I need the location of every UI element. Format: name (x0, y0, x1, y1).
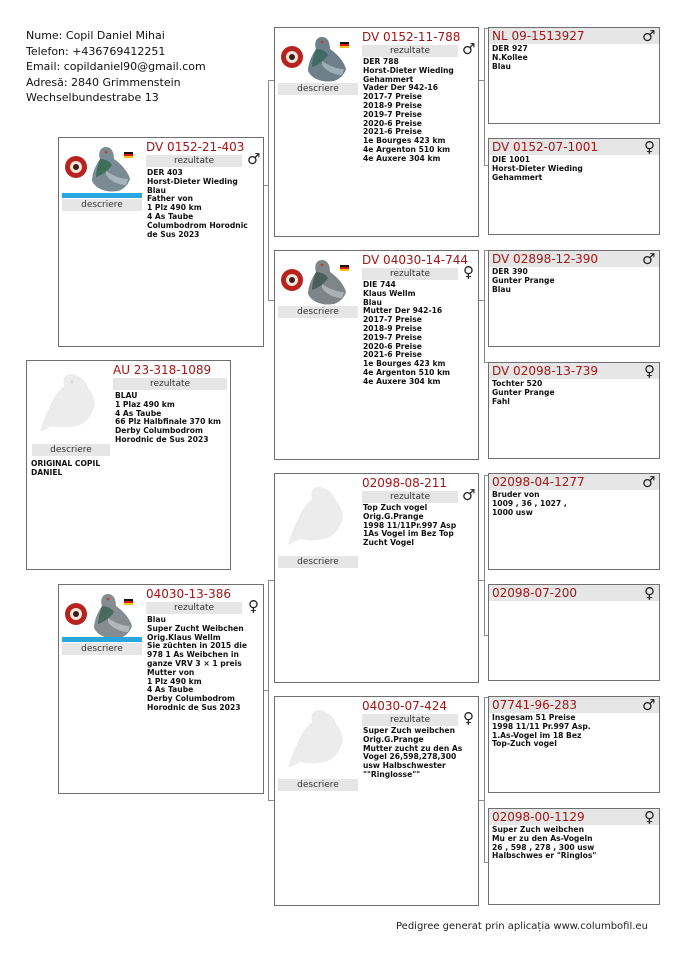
maternal-grandmother-card[interactable] (274, 696, 479, 906)
info-line: Super Zucht Weibchen (147, 623, 244, 633)
info-line: Vader Der 942-16 (363, 83, 438, 93)
rezultate-button[interactable]: rezultate (146, 155, 242, 167)
male-symbol-icon: ♂ (642, 696, 656, 714)
father-ring-number: DV 0152-21-403 (146, 140, 245, 154)
paternal-grandmother-card[interactable] (274, 250, 479, 460)
female-symbol-icon: ♀ (644, 808, 655, 826)
pigeon-placeholder-image (280, 479, 358, 555)
info-line: Bruder von (492, 490, 540, 499)
info-line: Horst-Dieter Wieding (147, 176, 238, 186)
male-symbol-icon: ♂ (642, 27, 656, 45)
info-line: 978 1 As Weibchen in (147, 650, 239, 660)
ggp-card-mfm[interactable] (488, 584, 660, 681)
info-line: Horodnic de Sus 2023 (115, 434, 209, 444)
ggp-card-fmf[interactable] (488, 250, 660, 347)
info-line: N.Kollee (492, 52, 528, 62)
info-line: Fahl (492, 396, 510, 406)
info-line: Gehammert (363, 74, 414, 84)
male-symbol-icon: ♂ (462, 40, 476, 58)
pigeon-photo (62, 141, 142, 199)
info-line: 4 As Taube (115, 408, 162, 418)
info-line: DER 390 (492, 267, 528, 276)
male-symbol-icon: ♂ (462, 486, 476, 504)
info-line: DER 927 (492, 44, 528, 53)
owner-name: Nume: Copil Daniel Mihai (26, 29, 165, 42)
info-line: 2021-6 Preise (363, 350, 422, 360)
male-symbol-icon: ♂ (642, 473, 656, 491)
subject-note (31, 460, 100, 478)
info-line: Tochter 520 (492, 379, 543, 388)
info-line: de Sus 2023 (147, 229, 200, 239)
info-line: 4e Argenton 510 km (363, 367, 451, 377)
info-line: Super Zuch weibchen (363, 726, 455, 735)
info-line: Horst-Dieter Wieding (492, 163, 583, 173)
mother-ring-number: 04030-13-386 (146, 587, 232, 601)
female-symbol-icon: ♀ (644, 362, 655, 380)
info-line: Klaus Wellm (363, 288, 416, 298)
subject-card[interactable] (26, 360, 231, 570)
info-line: Top-Zuch vogel (492, 739, 557, 749)
ggp-card-ffm[interactable] (488, 138, 660, 235)
info-line: Father von (147, 194, 194, 204)
info-line: Mutter von (147, 667, 195, 677)
info-line: Blau (492, 61, 511, 71)
pigeon-placeholder-image (32, 366, 110, 444)
germany-flag-icon (124, 152, 133, 158)
info-line: Mu er zu den As-Vogeln (492, 833, 593, 843)
info-line: Vogel 26,598,278,300 (363, 752, 457, 762)
mm-ring-number: 04030-07-424 (362, 699, 448, 713)
info-line: Sie züchten in 2015 die (147, 641, 248, 651)
info-line: DER 403 (147, 168, 183, 177)
photo-caption-bar (62, 637, 142, 642)
pigeon-photo (278, 31, 358, 89)
photo-caption-bar (62, 193, 142, 198)
descriere-button[interactable]: descriere (278, 779, 358, 791)
ff-info (363, 58, 454, 164)
info-line: 4 As Taube (147, 211, 194, 221)
info-line: 2019-7 Preise (363, 332, 422, 342)
ffm-ring-number: DV 0152-07-1001 (492, 140, 599, 154)
info-line: Derby Columbodrom (147, 694, 235, 704)
male-symbol-icon: ♂ (247, 150, 261, 168)
fmm-info (492, 380, 555, 406)
fm-info (363, 281, 450, 387)
info-line: Orig.Klaus Wellm (147, 632, 221, 642)
info-line: Blau (492, 284, 511, 294)
descriere-button[interactable]: descriere (62, 199, 142, 211)
mmm-ring-number: 02098-00-1129 (492, 810, 585, 824)
descriere-button[interactable]: descriere (278, 306, 358, 318)
female-symbol-icon: ♀ (463, 709, 474, 727)
info-line: 2017-7 Preise (363, 315, 422, 325)
info-line: 4e Auxere 304 km (363, 376, 441, 386)
pigeon-placeholder-image (280, 702, 358, 778)
mother-info (147, 616, 247, 713)
connector (484, 697, 485, 862)
germany-flag-icon (340, 265, 349, 271)
info-line: DER 788 (363, 57, 399, 66)
male-symbol-icon: ♂ (642, 250, 656, 268)
rezultate-button[interactable]: rezultate (362, 491, 458, 503)
info-line: Zucht Vogel (363, 538, 414, 548)
info-line: Columbodrom Horodnic (147, 220, 248, 230)
rezultate-button[interactable]: rezultate (113, 378, 227, 390)
mf-ring-number: 02098-08-211 (362, 476, 448, 490)
fm-ring-number: DV 04030-14-744 (362, 253, 469, 267)
mfm-ring-number: 02098-07-200 (492, 586, 578, 600)
subject-ring-number: AU 23-318-1089 (113, 363, 212, 377)
ggp-card-mff[interactable] (488, 473, 660, 570)
pigeon-photo (278, 254, 358, 312)
connector (268, 580, 269, 800)
info-line: Gunter Prange (492, 275, 555, 285)
father-info (147, 169, 248, 239)
owner-phone: Telefon: +436769412251 (26, 44, 166, 58)
note-line: ORIGINAL COPIL (31, 459, 101, 468)
info-line: Horst-Dieter Wieding (363, 65, 454, 75)
ff-ring-number: DV 0152-11-788 (362, 30, 461, 44)
ggp-card-fmm[interactable] (488, 362, 660, 459)
info-line: 1 Plaz 490 km (115, 399, 175, 409)
info-line: DIE 1001 (492, 155, 531, 164)
info-line: DIE 744 (363, 280, 396, 289)
info-line: Mutter Der 942-16 (363, 306, 443, 316)
info-line: 26 , 598 , 278 , 300 usw (492, 842, 595, 852)
info-line: 1998 11/11Pr.997 Asp (363, 520, 457, 530)
info-line: 1998 11/11 Pr.997 Asp. (492, 721, 591, 731)
info-line: usw Halbschwester (363, 761, 446, 771)
note-line: DANIEL (31, 467, 63, 477)
descriere-button[interactable]: descriere (278, 83, 358, 95)
info-line: 1000 usw (492, 507, 533, 517)
info-line: Super Zuch weibchen (492, 825, 584, 834)
mf-info (363, 504, 456, 548)
rezultate-button[interactable]: rezultate (362, 714, 458, 726)
info-line: 4 As Taube (147, 685, 194, 695)
subject-info (115, 392, 221, 445)
info-line: Blau (363, 297, 382, 307)
footer-credit: Pedigree generat prin aplicația www.columbofil.eu (396, 921, 648, 932)
female-symbol-icon: ♀ (463, 263, 474, 281)
info-line: 1e Bourges 423 km (363, 136, 446, 146)
info-line: Orig.G.Prange (363, 511, 424, 521)
germany-flag-icon (340, 42, 349, 48)
info-line: 1009 , 36 , 1027 , (492, 498, 567, 508)
mm-info (363, 727, 462, 780)
germany-flag-icon (124, 599, 133, 605)
owner-address-line1: Adresă: 2840 Grimmenstein (26, 75, 181, 89)
info-line: 2020-6 Preise (363, 118, 422, 128)
rezultate-button[interactable]: rezultate (362, 268, 458, 280)
paternal-grandfather-card[interactable] (274, 27, 479, 237)
ggp-card-mmf[interactable] (488, 696, 660, 793)
owner-email: Email: copildaniel90@gmail.com (26, 60, 206, 73)
info-line: ""Ringlosse"" (363, 769, 421, 779)
info-line: 2021-6 Preise (363, 127, 422, 137)
info-line: Horodnic de Sus 2023 (147, 702, 241, 712)
info-line: Mutter zucht zu den As (363, 743, 463, 753)
info-line: ganze VRV 3 × 1 preis (147, 658, 242, 668)
connector (484, 28, 485, 165)
fmf-info (492, 268, 555, 294)
connector (484, 250, 485, 362)
mmf-info (492, 714, 591, 749)
info-line: BLAU (115, 391, 138, 400)
info-line: Halbschwes er "Ringlos" (492, 851, 597, 861)
info-line: 1e Bourges 423 km (363, 359, 446, 369)
info-line: Top Zuch vogel (363, 503, 428, 512)
maternal-grandfather-card[interactable] (274, 473, 479, 683)
info-line: 1As Vogel im Bez Top (363, 529, 454, 539)
fff-info (492, 45, 528, 71)
info-line: 2018-9 Preise (363, 100, 422, 110)
ffm-info (492, 156, 583, 182)
info-line: Insgesam 51 Preise (492, 713, 576, 722)
info-line: 1.As-Vogel im 18 Bez (492, 730, 582, 740)
mmf-ring-number: 07741-96-283 (492, 698, 578, 712)
owner-info (26, 28, 206, 106)
info-line: Gehammert (492, 172, 543, 182)
connector (268, 80, 269, 300)
mother-card[interactable] (58, 584, 264, 794)
rezultate-button[interactable]: rezultate (146, 602, 242, 614)
info-line: Gunter Prange (492, 387, 555, 397)
info-line: Derby Columbodrom (115, 426, 203, 436)
fff-ring-number: NL 09-1513927 (492, 29, 585, 43)
rezultate-button[interactable]: rezultate (362, 45, 458, 57)
info-line: Blau (147, 185, 166, 195)
info-line: 2017-7 Preise (363, 92, 422, 102)
mff-info (492, 491, 567, 517)
info-line: 1 Plz 490 km (147, 203, 202, 213)
fmf-ring-number: DV 02898-12-390 (492, 252, 599, 266)
mff-ring-number: 02098-04-1277 (492, 475, 585, 489)
descriere-button[interactable]: descriere (32, 444, 110, 456)
info-line: 2019-7 Preise (363, 109, 422, 119)
info-line: 2018-9 Preise (363, 323, 422, 333)
descriere-button[interactable]: descriere (62, 643, 142, 655)
father-card[interactable] (58, 137, 264, 347)
female-symbol-icon: ♀ (644, 138, 655, 156)
descriere-button[interactable]: descriere (278, 556, 358, 568)
ggp-card-mmm[interactable] (488, 808, 660, 905)
fmm-ring-number: DV 02098-13-739 (492, 364, 599, 378)
info-line: 4e Auxere 304 km (363, 153, 441, 163)
info-line: 4e Argenton 510 km (363, 144, 451, 154)
connector (484, 475, 485, 635)
info-line: 2020-6 Preise (363, 341, 422, 351)
female-symbol-icon: ♀ (644, 584, 655, 602)
info-line: Blau (147, 615, 166, 624)
info-line: 66 Plz Halbfinale 370 km (115, 417, 221, 427)
owner-address-line2: Wechselbundestrabe 13 (26, 91, 159, 104)
info-line: Orig.G.Prange (363, 734, 424, 744)
mmm-info (492, 826, 596, 861)
female-symbol-icon: ♀ (248, 597, 259, 615)
ggp-card-fff[interactable] (488, 27, 660, 124)
info-line: 1 Plz 490 km (147, 676, 202, 686)
